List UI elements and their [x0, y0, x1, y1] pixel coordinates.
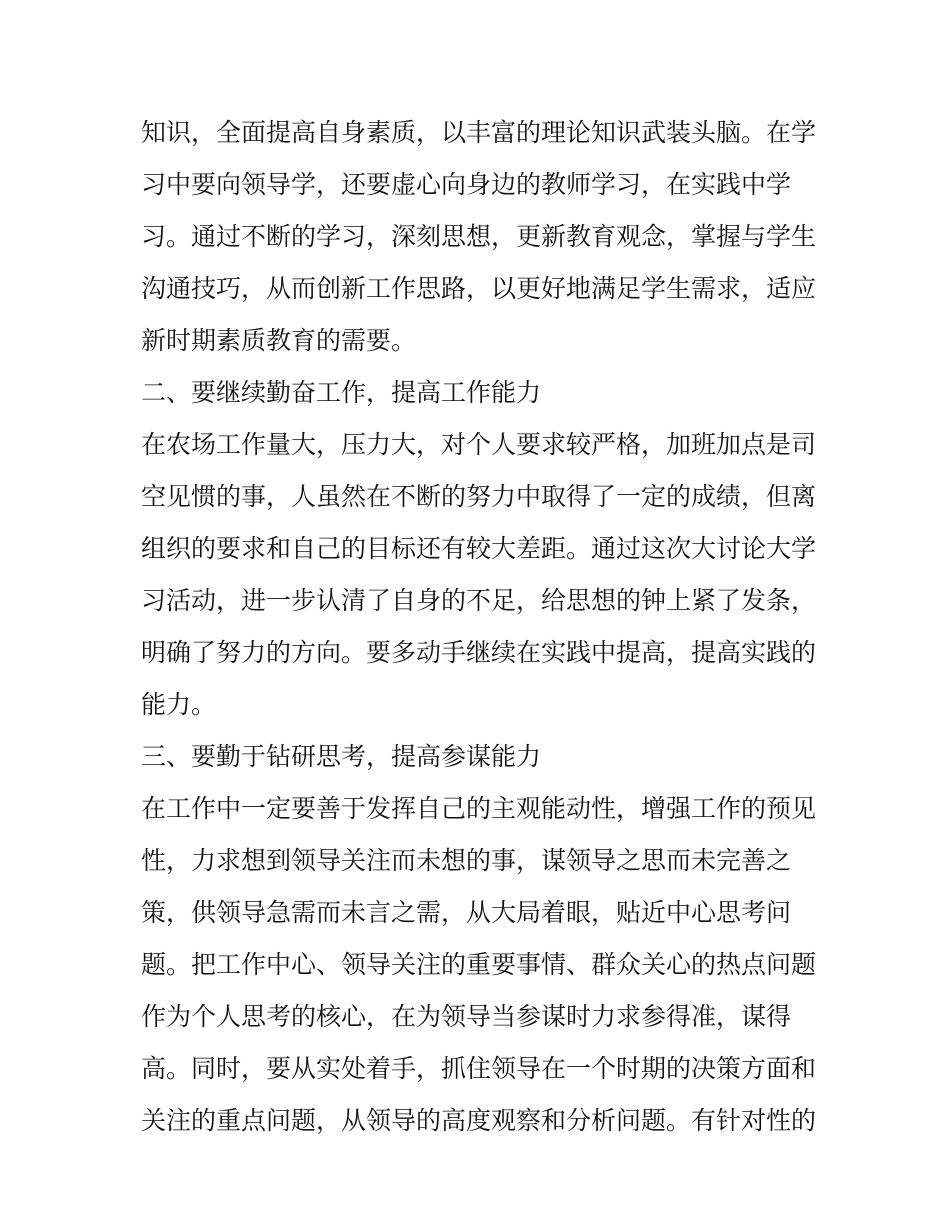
body-text-line: 关注的重点问题，从领导的高度观察和分析问题。有针对性的 [141, 1106, 817, 1135]
body-text-line: 在农场工作量大，压力大，对个人要求较严格，加班加点是司 [141, 430, 817, 459]
body-text-line: 作为个人思考的核心，在为领导当参谋时力求参得准，谋得 [141, 1002, 792, 1031]
body-text-line: 性，力求想到领导关注而未想的事，谋领导之思而未完善之 [141, 846, 792, 875]
body-text-line: 能力。 [141, 690, 217, 719]
body-text-line: 明确了努力的方向。要多动手继续在实践中提高，提高实践的 [141, 638, 817, 667]
body-text-line: 空见惯的事，人虽然在不断的努力中取得了一定的成绩，但离 [141, 482, 817, 511]
body-text-line: 习中要向领导学，还要虚心向身边的教师学习，在实践中学 [141, 170, 792, 199]
document-body [141, 107, 821, 1147]
section-heading: 三、要勤于钻研思考，提高参谋能力 [141, 742, 542, 771]
body-text-line: 策，供领导急需而未言之需，从大局着眼，贴近中心思考问 [141, 898, 792, 927]
body-text-line: 习。通过不断的学习，深刻思想，更新教育观念，掌握与学生 [141, 222, 817, 251]
body-text-line: 在工作中一定要善于发挥自己的主观能动性，增强工作的预见 [141, 794, 817, 823]
body-text-line: 题。把工作中心、领导关注的重要事情、群众关心的热点问题 [141, 950, 817, 979]
section-heading: 二、要继续勤奋工作，提高工作能力 [141, 378, 542, 407]
body-text-line: 沟通技巧，从而创新工作思路，以更好地满足学生需求，适应 [141, 274, 817, 303]
body-text-line: 知识，全面提高自身素质，以丰富的理论知识武装头脑。在学 [141, 118, 817, 147]
body-text-line: 新时期素质教育的需要。 [141, 326, 417, 355]
body-text-line: 习活动，进一步认清了自身的不足，给思想的钟上紧了发条， [141, 586, 817, 615]
body-text-line: 组织的要求和自己的目标还有较大差距。通过这次大讨论大学 [141, 534, 817, 563]
body-text-line: 高。同时，要从实处着手，抓住领导在一个时期的决策方面和 [141, 1054, 817, 1083]
